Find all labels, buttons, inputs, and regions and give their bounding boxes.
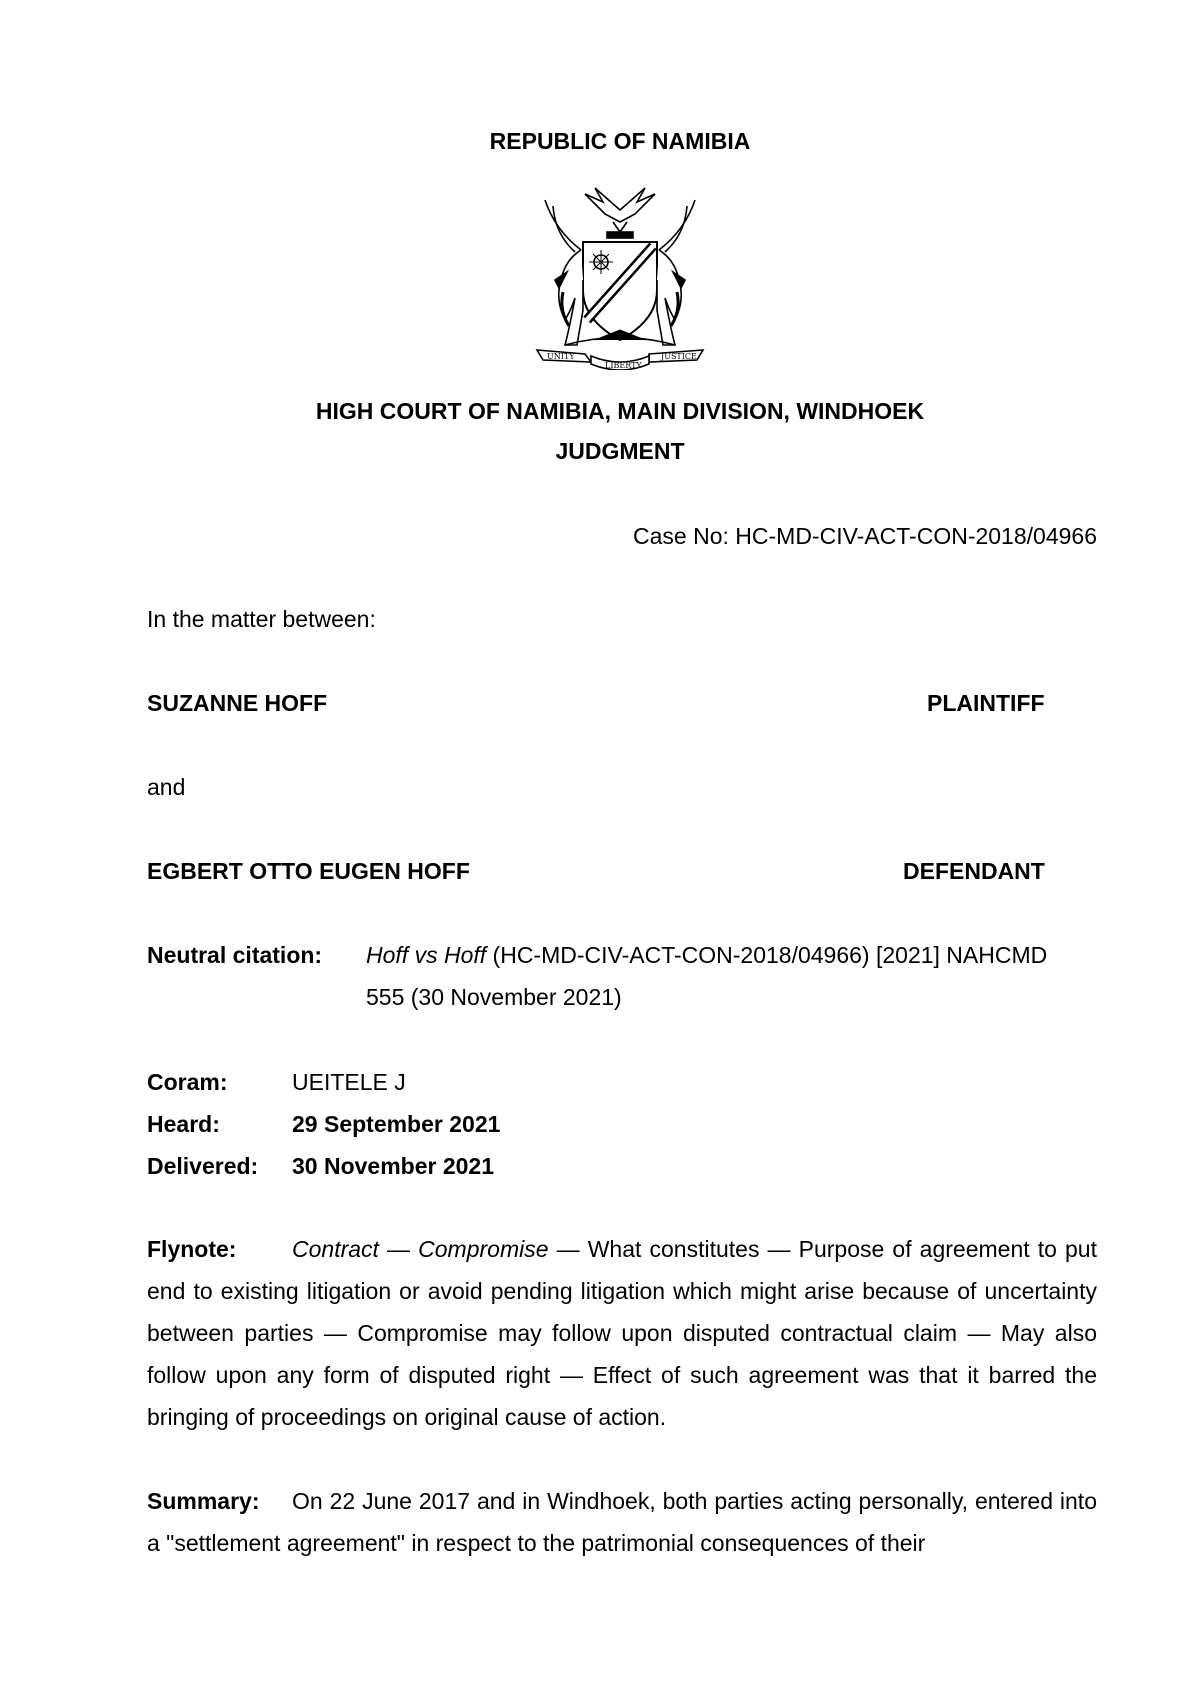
flynote-label: Flynote: <box>147 1236 237 1262</box>
flynote-text: — What constitutes — Purpose of agreement to put end to existing litigation or avoid pending litigation which might arise because of uncertainty between parties — Compromise may follow upon disputed contractual claim — May also follow upon any form of disputed right — Effect of such agreement was that it barred the bringing of proceedings on original cause of action. <box>147 1236 1097 1430</box>
defendant-role: DEFENDANT <box>903 858 1045 884</box>
court-heading: HIGH COURT OF NAMIBIA, MAIN DIVISION, WINDHOEK <box>315 398 925 424</box>
summary-text: On 22 June 2017 and in Windhoek, both parties acting personally, entered into a "settlement agreement" in respect to the patrimonial consequences of their <box>147 1488 1097 1556</box>
and-text: and <box>147 774 186 800</box>
defendant-name: EGBERT OTTO EUGEN HOFF <box>147 858 470 884</box>
svg-text:LIBERTY: LIBERTY <box>605 361 642 370</box>
heard-value: 29 September 2021 <box>292 1111 501 1137</box>
plaintiff-role: PLAINTIFF <box>927 690 1045 716</box>
judgment-heading: JUDGMENT <box>555 438 685 464</box>
case-number: Case No: HC-MD-CIV-ACT-CON-2018/04966 <box>633 523 1097 549</box>
citation-line2: 555 (30 November 2021) <box>366 984 622 1010</box>
svg-text:UNITY: UNITY <box>547 352 575 361</box>
summary-paragraph <box>147 1480 1097 1564</box>
summary-label: Summary: <box>147 1488 260 1514</box>
citation-label: Neutral citation: <box>147 942 323 968</box>
citation-rest: (HC-MD-CIV-ACT-CON-2018/04966) [2021] NAHCMD <box>486 942 1048 968</box>
republic-heading: REPUBLIC OF NAMIBIA <box>489 128 751 154</box>
flynote-paragraph <box>147 1228 1097 1438</box>
coram-value: UEITELE J <box>292 1069 406 1095</box>
plaintiff-name: SUZANNE HOFF <box>147 690 328 716</box>
flynote-topic-compromise: Compromise <box>418 1236 549 1262</box>
delivered-label: Delivered: <box>147 1153 259 1179</box>
heard-label: Heard: <box>147 1111 220 1137</box>
matter-between: In the matter between: <box>147 606 376 632</box>
svg-text:JUSTICE: JUSTICE <box>661 352 697 361</box>
delivered-value: 30 November 2021 <box>292 1153 495 1179</box>
coram-label: Coram: <box>147 1069 228 1095</box>
flynote-topic-contract: Contract <box>292 1236 379 1262</box>
citation-line1 <box>366 942 1101 969</box>
coat-of-arms-icon <box>525 180 715 370</box>
flynote-sep: — <box>378 1236 419 1262</box>
citation-case-name: Hoff vs Hoff <box>366 942 487 968</box>
